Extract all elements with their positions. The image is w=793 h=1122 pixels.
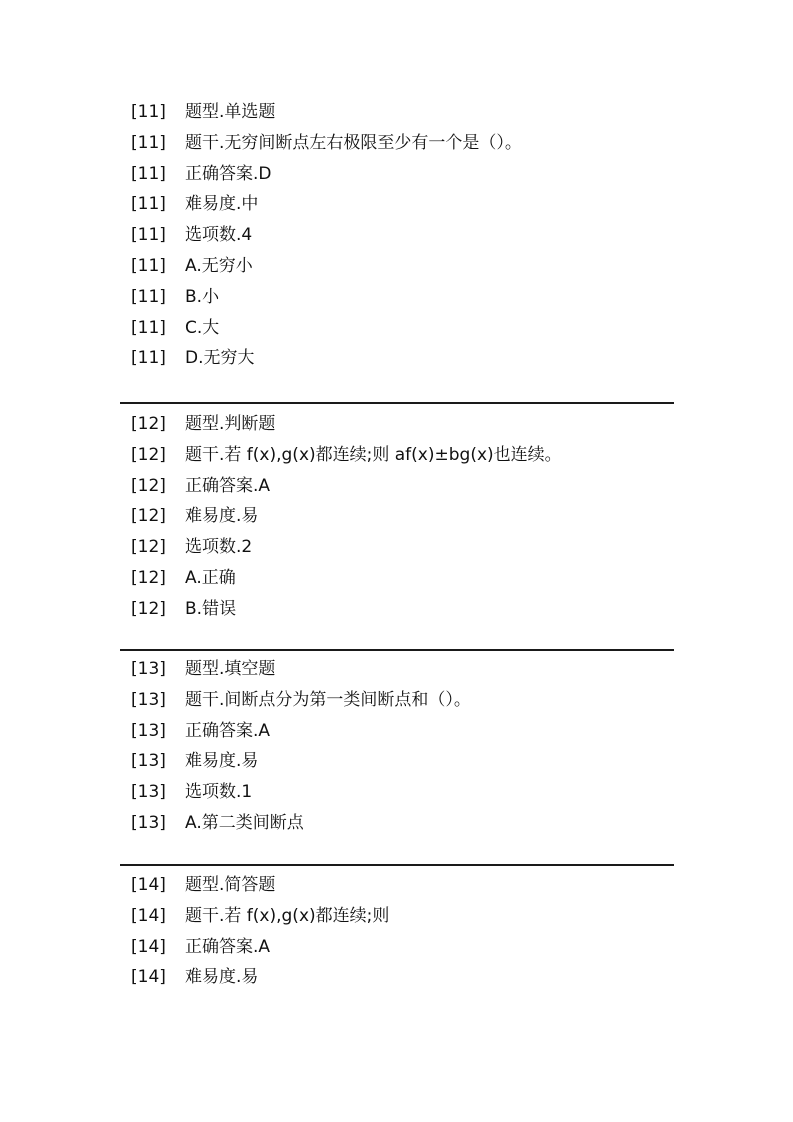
question-line	[120, 654, 674, 685]
option-a: A.第二类间断点	[185, 812, 304, 833]
question-type: 题型.单选题	[185, 102, 276, 122]
question-index: [11]	[131, 317, 166, 338]
option-b: B.小	[185, 286, 220, 307]
question-type: 题型.判断题	[185, 414, 276, 434]
question-line	[120, 685, 674, 716]
question-index: [12]	[131, 444, 166, 465]
question-stem: 题干.若 f(x),g(x)都连续;则 af(x)±bg(x)也连续。	[185, 444, 562, 465]
correct-answer: 正确答案.A	[185, 475, 271, 496]
question-stem: 题干.间断点分为第一类间断点和（）。	[185, 689, 471, 710]
question-line	[120, 777, 674, 808]
question-index: [11]	[131, 225, 166, 246]
option-c: C.大	[185, 317, 220, 338]
question-line	[120, 97, 674, 128]
question-index: [14]	[131, 936, 166, 957]
question-index: [11]	[131, 348, 166, 369]
question-index: [12]	[131, 567, 166, 588]
question-index: [11]	[131, 286, 166, 307]
question-index: [12]	[131, 475, 166, 496]
question-line	[120, 343, 674, 374]
question-line	[120, 471, 674, 502]
correct-answer: 正确答案.A	[185, 720, 271, 741]
question-line	[120, 501, 674, 532]
question-index: [12]	[131, 414, 166, 434]
question-line	[120, 220, 674, 251]
option-count: 选项数.4	[185, 225, 253, 246]
question-line	[120, 870, 674, 901]
question-line	[120, 901, 674, 932]
question-type: 题型.简答题	[185, 875, 276, 895]
question-line	[120, 282, 674, 313]
question-index: [13]	[131, 812, 166, 833]
question-stem: 题干.若 f(x),g(x)都连续;则	[185, 905, 390, 926]
question-index: [14]	[131, 905, 166, 926]
question-line	[120, 594, 674, 625]
question-line	[120, 313, 674, 344]
question-line	[120, 808, 674, 839]
question-line	[120, 128, 674, 159]
question-index: [13]	[131, 751, 166, 772]
difficulty: 难易度.易	[185, 506, 259, 527]
correct-answer: 正确答案.A	[185, 936, 271, 957]
question-line	[120, 746, 674, 777]
question-line	[120, 962, 674, 993]
option-a: A.正确	[185, 567, 236, 588]
question-index: [11]	[131, 132, 166, 153]
difficulty: 难易度.中	[185, 194, 259, 215]
question-index: [14]	[131, 967, 166, 988]
question-type: 题型.填空题	[185, 659, 276, 679]
question-index: [11]	[131, 255, 166, 276]
question-index: [11]	[131, 163, 166, 184]
question-index: [13]	[131, 782, 166, 803]
question-index: [12]	[131, 537, 166, 558]
option-d: D.无穷大	[185, 348, 255, 369]
question-index: [14]	[131, 875, 166, 895]
question-index: [13]	[131, 720, 166, 741]
question-line	[120, 532, 674, 563]
question-index: [11]	[131, 194, 166, 215]
difficulty: 难易度.易	[185, 751, 259, 772]
question-block-12	[120, 402, 674, 625]
correct-answer: 正确答案.D	[185, 163, 272, 184]
question-index: [12]	[131, 598, 166, 619]
question-line	[120, 932, 674, 963]
question-index: [12]	[131, 506, 166, 527]
option-count: 选项数.2	[185, 537, 253, 558]
question-line	[120, 189, 674, 220]
question-line	[120, 409, 674, 440]
question-block-14	[120, 864, 674, 993]
question-index: [13]	[131, 689, 166, 710]
question-block-11	[120, 97, 674, 374]
option-b: B.错误	[185, 598, 237, 619]
question-line	[120, 563, 674, 594]
difficulty: 难易度.易	[185, 967, 259, 988]
question-line	[120, 440, 674, 471]
question-line	[120, 251, 674, 282]
question-line	[120, 716, 674, 747]
option-count: 选项数.1	[185, 782, 253, 803]
question-stem: 题干.无穷间断点左右极限至少有一个是（）。	[185, 132, 522, 153]
question-line	[120, 159, 674, 190]
option-a: A.无穷小	[185, 255, 253, 276]
question-index: [13]	[131, 659, 166, 679]
question-block-13	[120, 649, 674, 839]
question-index: [11]	[131, 102, 166, 122]
